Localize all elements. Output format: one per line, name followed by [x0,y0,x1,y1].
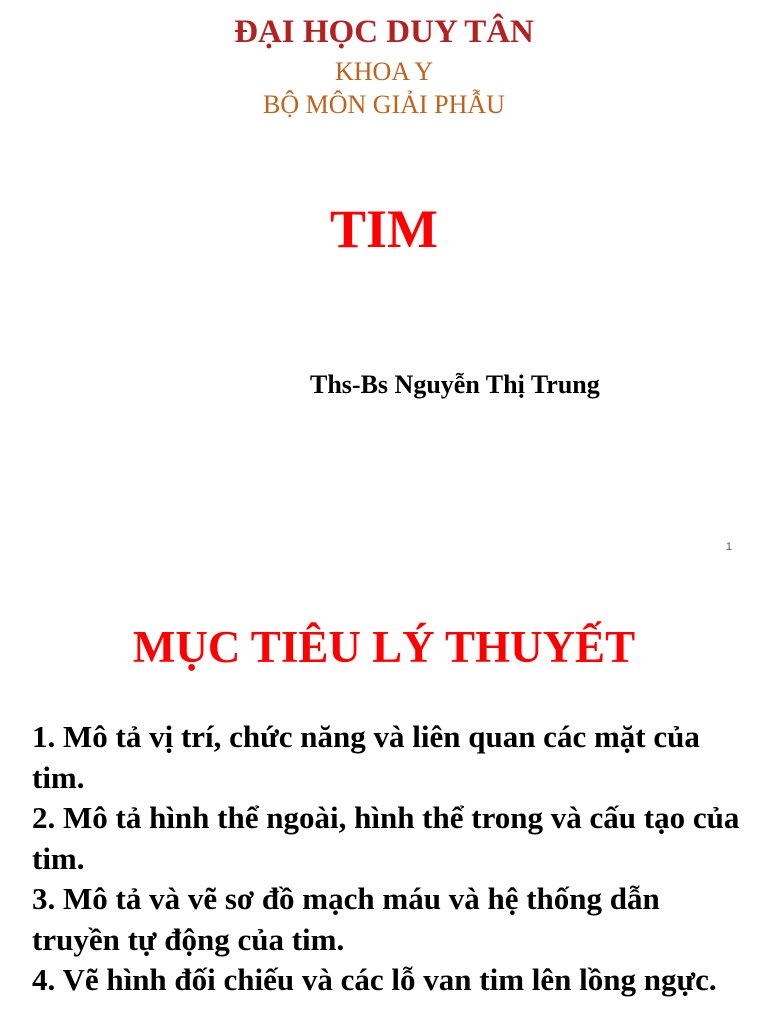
author-name: Ths-Bs Nguyễn Thị Trung [310,370,600,399]
objectives-title: MỤC TIÊU LÝ THUYẾT [132,622,636,672]
faculty-name: KHOA Y [335,57,433,86]
slide-title: TIM [330,199,438,259]
objective-item: 3. Mô tả và vẽ sơ đồ mạch máu và hệ thống dẫn truyền tự động của tim. [32,881,660,957]
objective-item: 4. Vẽ hình đối chiếu và các lỗ van tim lên lồng ngực. [32,962,717,997]
objective-item: 1. Mô tả vị trí, chức năng và liên quan các mặt của tim. [32,719,700,795]
objectives-slide [0,572,768,1024]
objectives-list [32,717,744,1001]
page-number: 1 [725,541,732,553]
university-name: ĐẠI HỌC DUY TÂN [234,14,534,50]
department-name: BỘ MÔN GIẢI PHẪU [263,90,505,119]
objective-item: 2. Mô tả hình thể ngoài, hình thể trong và cấu tạo của tim. [32,800,740,876]
